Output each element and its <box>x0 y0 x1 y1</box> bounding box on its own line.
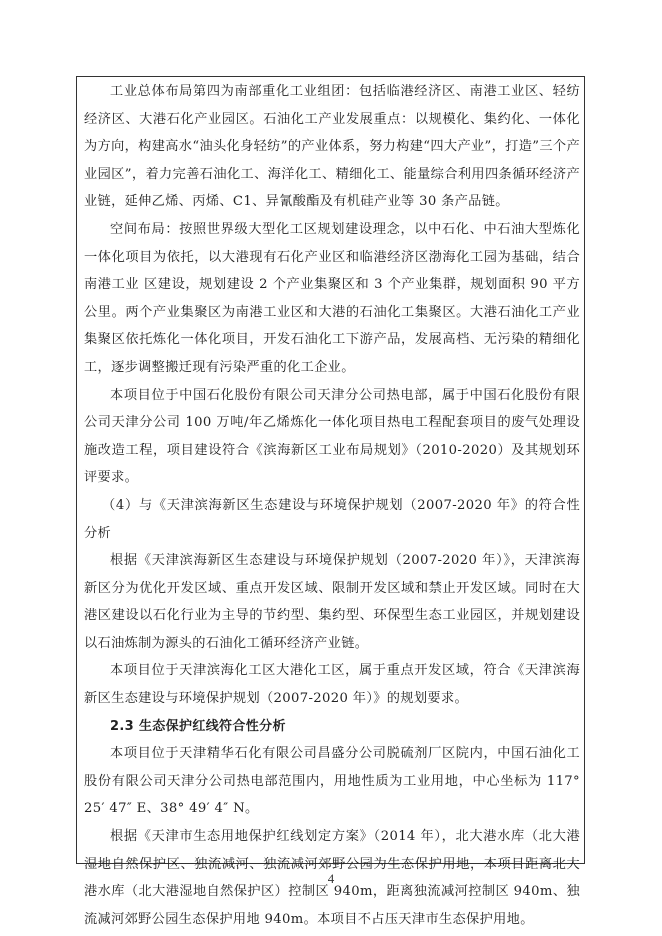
paragraph-eco-plan-compliance: 本项目位于天津滨海化工区大港化工区，属于重点开发区域，符合《天津滨海新区生态建设与环境保护规划（2007-2020 年）》的规划要求。 <box>84 663 580 707</box>
paragraph-industrial-layout: 工业总体布局第四为南部重化工业组团：包括临港经济区、南港工业区、轻纺经济区、大港石化产业园区。石油化工产业发展重点：以规模化、集约化、一体化为方向，构建高水“油头化身轻纺”的产业体系，努力构建“四大产业”，打造”三个产业园区”，着力完善石油化工、海洋化工、精细化工、能量综合利用四条循环经济产业链，延伸乙烯、丙烯、C1、异氰酸酯及有机硅产业等 30 条产品链。 <box>84 84 580 210</box>
paragraph-site-coordinates: 本项目位于天津精华石化有限公司昌盛分公司脱硫剂厂区院内，中国石油化工股份有限公司天津分公司热电部范围内，用地性质为工业用地，中心坐标为 117° 25′ 47″ E、38° 49′ 4″ N。 <box>84 746 580 817</box>
paragraph-project-location-compliance: 本项目位于中国石化股份有限公司天津分公司热电部，属于中国石化股份有限公司天津分公司 100 万吨/年乙烯炼化一体化项目热电工程配套项目的废气处理设施改造工程，项目建设符合《滨海新区工业布局规划》（2010-2020）及其规划环评要求。 <box>84 387 580 486</box>
page-number: 4 <box>327 871 335 886</box>
paragraph-subsection-4-title: （4）与《天津滨海新区生态建设与环境保护规划（2007-2020 年》的符合性分析 <box>84 497 580 541</box>
section-heading-2-3: 2.3 生态保护红线符合性分析 <box>110 718 286 734</box>
document-body <box>84 76 580 933</box>
paragraph-eco-plan-zoning: 根据《天津滨海新区生态建设与环境保护规划（2007-2020 年）》，天津滨海新区分为优化开发区域、重点开发区域、限制开发区域和禁止开发区域。同时在大港区建设以石化行业为主导的节约型、集约型、环保型生态工业园区，并规划建设以石油炼制为源头的石油化工循环经济产业链。 <box>84 553 580 651</box>
paragraph-red-line-distance: 根据《天津市生态用地保护红线划定方案》（2014 年），北大港水库（北大港湿地自然保护区、独流减河、独流减河郊野公园为生态保护用地，本项目距离北大港水库（北大港湿地自然保护区）控制区 940m，距离独流减河控制区 940m、独流减河郊野公园生态保护用地 940m。本项目不占压天津市生态保护用地。 <box>84 829 580 927</box>
paragraph-spatial-layout: 空间布局：按照世界级大型化工区规划建设理念，以中石化、中石油大型炼化一体化项目为依托，以大港现有石化产业区和临港经济区渤海化工园为基础，结合南港工业 区建设，规划建设 2 个产业集聚区和 3 个产业集群，规划面积 90 平方公里。两个产业集聚区为南港工业区和大港的石油化工集聚区。大港石油化工产业集聚区依托炼化一体化项目，开发石油化工下游产品，发展高档、无污染的精细化工，逐步调整搬迁现有污染严重的化工企业。 <box>84 221 580 375</box>
